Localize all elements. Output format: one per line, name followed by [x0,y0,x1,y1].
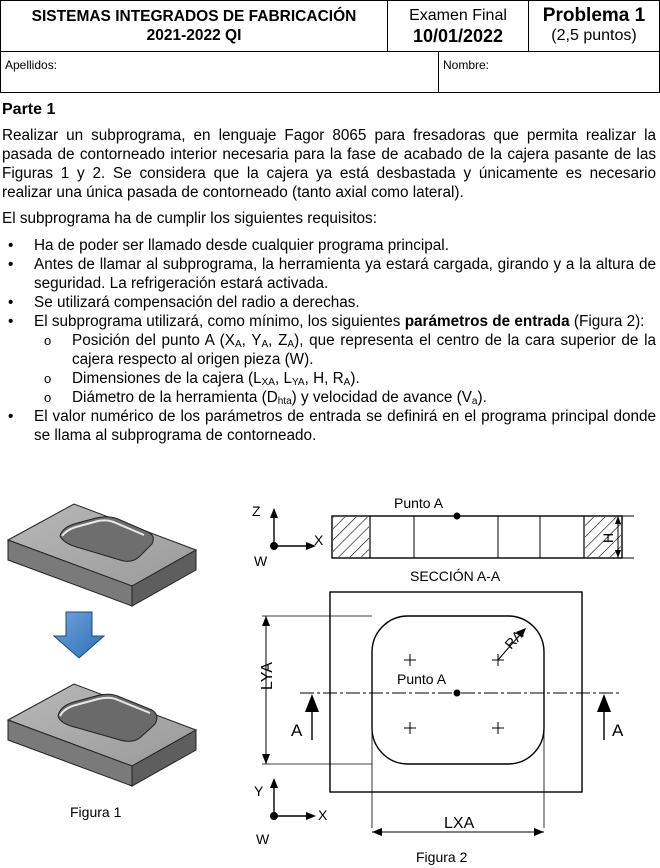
axis-y-label: Y [254,783,264,799]
dim-h-label: H [600,532,616,543]
exam-cell [388,1,529,51]
requirements-intro: El subprograma ha de cumplir los siguientes requisitos: [2,210,377,227]
point-a-marker [454,513,461,520]
cut-label-right: A [612,721,624,740]
cut-label-left: A [291,721,303,740]
axis-w-label-bottom: W [256,831,270,847]
bold-term: parámetros de entrada [404,313,570,330]
list-item: • Antes de llamar al subprograma, la herramienta ya estará cargada, girando y a la altura de seguridad. La refrigeración estará activada. [8,256,656,292]
figure2-caption: Figura 2 [416,849,468,865]
list-item: • Ha de poder ser llamado desde cualquier programa principal. [8,237,449,254]
requirements-list [2,236,656,445]
section-label: SECCIÓN A-A [410,568,501,584]
axis-x-label-bottom: X [318,807,328,823]
axes-xy [270,778,316,820]
section-view [332,513,634,559]
axes-xz [270,508,316,550]
exam-date: 10/01/2022 [412,26,504,46]
surname-field[interactable] [1,52,439,92]
list-item: o Dimensiones de la cajera ($L_{XA}$, $L_{YA}$, H, $R_A$). [44,370,360,388]
list-item: • Se utilizará compensación del radio a derechas. [8,294,360,311]
axis-z-label: Z [252,503,261,519]
name-field[interactable] [439,52,659,92]
point-a-label-section: Punto A [394,495,444,511]
exam-header [0,0,660,93]
course-cell [1,1,388,51]
part-title: Parte 1 [2,101,56,118]
surname-label: Apellidos: [5,58,58,72]
course-term: 2021-2022 QI [146,27,242,44]
point-a-label-plan: Punto A [397,671,447,687]
list-item: o Diámetro de la herramienta $(D_{hta})$ y velocidad de avance $(V_a)$. [44,389,487,407]
name-label: Nombre: [443,58,490,72]
problem-points: (2,5 puntos) [551,27,637,44]
plan-view [262,592,620,836]
point-a-marker-plan [454,690,461,697]
list-item: • El valor numérico de los parámetros de entrada se definirá en el programa principal donde se llama al subprograma de contorneado. [8,408,656,444]
figure1-caption: Figura 1 [70,804,122,820]
list-item: • El subprograma utilizará, como mínimo, los siguientes parámetros de entrada (Figura 2): o Posición del punto A ($X_A$, $Y_A$, $Z_A$), que representa el centro de la cara superior de la cajera respecto al origen pieza (W). o Dimensiones de la cajera ($L_{XA}$, $L_{YA}$, H, $R_A$). o Diámetro de la herramienta $(D_{hta})$ y velocidad de avance $(V_a)$. [8,313,656,407]
figures-svg [0,488,660,868]
axis-w-label-top: W [254,553,268,569]
figure1-block-bottom [8,684,196,786]
figures-area [0,488,660,868]
transition-arrow [54,612,104,658]
dim-ra-label: RA [501,626,527,653]
problem-number: Problema 1 [542,5,646,26]
parameters-list [34,331,656,407]
dim-lxa-label: LXA [444,815,475,832]
dim-lya-label: LYA [259,662,276,690]
intro-paragraph: Realizar un subprograma, en lenguaje Fagor 8065 para fresadoras que permita realizar la pasada de contorneado interior necesaria para la fase de acabado de la cajera pasante de las Figuras 1 y 2. Se considera que la cajera ya está desbastada y únicamente es necesario realizar una única pasada de contorneado (tanto axial como lateral). [2,127,656,201]
course-name: SISTEMAS INTEGRADOS DE FABRICACIÓN [31,8,357,25]
problem-cell [529,1,659,51]
figure1-block-top [8,504,196,606]
exam-type: Examen Final [409,7,507,24]
axis-x-label-top: X [314,532,324,548]
problem-statement [2,100,656,445]
list-item: o Posición del punto A ($X_A$, $Y_A$, $Z_A$), que representa el centro de la cara superior de la cajera respecto al origen pieza (W). [44,332,656,368]
